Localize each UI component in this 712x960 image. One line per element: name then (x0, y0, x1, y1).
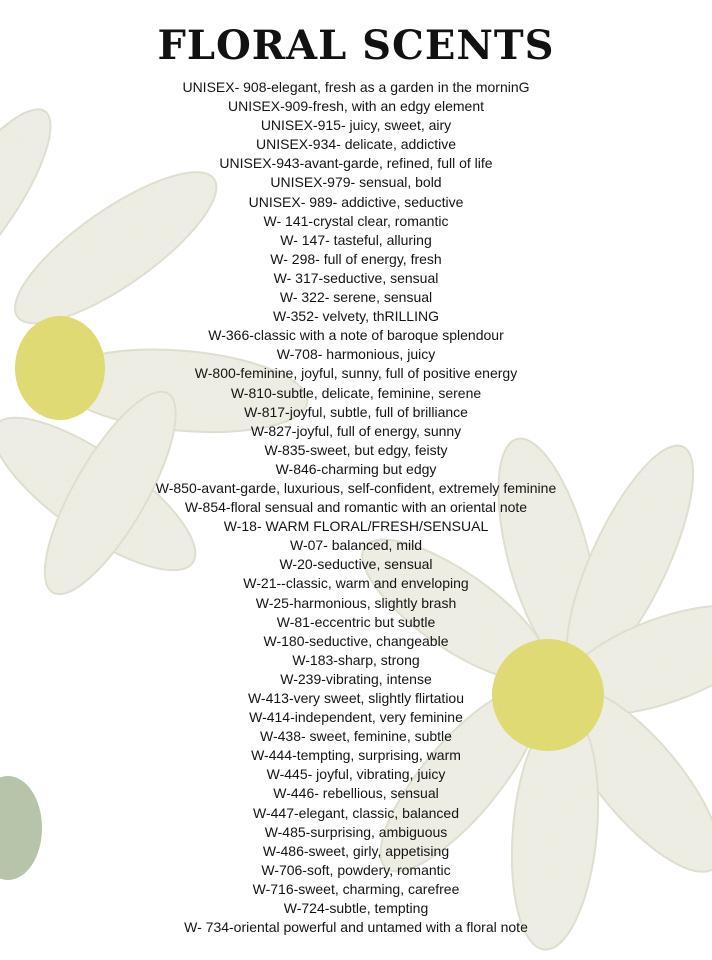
scent-item: W- 322- serene, sensual (279, 289, 433, 306)
scent-item: W-708- harmonious, juicy (276, 346, 436, 363)
scent-item: W-444-tempting, surprising, warm (251, 747, 461, 764)
scent-item: W-445- joyful, vibrating, juicy (266, 766, 446, 783)
scent-item: W-854-floral sensual and romantic with an oriental note (184, 499, 528, 516)
scent-item: W- 317-seductive, sensual (273, 269, 439, 286)
scent-item: W-817-joyful, subtle, full of brilliance (244, 403, 468, 420)
scent-item: UNISEX- 908-elegant, fresh as a garden in the morninG (182, 79, 530, 95)
scent-item: W-486-sweet, girly, appetising (262, 842, 450, 859)
scent-item: UNISEX-934- delicate, addictive (256, 136, 456, 153)
scent-item: W- 734-oriental powerful and untamed with a floral note (184, 919, 528, 936)
scent-item: W-366-classic with a note of baroque splendour (208, 327, 504, 344)
scent-item: W- 147- tasteful, alluring (280, 231, 432, 248)
scent-item: W-446- rebellious, sensual (273, 785, 439, 802)
scent-item: W-18- WARM FLORAL/FRESH/SENSUAL (223, 518, 489, 535)
scent-item: W-81-eccentric but subtle (276, 613, 436, 630)
scent-item: W-827-joyful, full of energy, sunny (250, 422, 462, 439)
scent-item: W-352- velvety, thRILLING (273, 308, 439, 325)
scent-item: W-447-elegant, classic, balanced (253, 804, 459, 821)
scent-item: UNISEX- 989- addictive, seductive (248, 193, 464, 210)
scent-item: W-724-subtle, tempting (283, 900, 429, 917)
scent-item: W-850-avant-garde, luxurious, self-confident, extremely feminine (155, 479, 557, 496)
scent-item: W-800-feminine, joyful, sunny, full of positive energy (194, 365, 518, 382)
scent-item: UNISEX-943-avant-garde, refined, full of life (219, 155, 493, 172)
scent-item: W-485-surprising, ambiguous (264, 823, 448, 840)
scent-item: W-846-charming but edgy (275, 460, 437, 477)
scent-item: W-810-subtle, delicate, feminine, serene (230, 384, 482, 401)
scent-item: W-20-seductive, sensual (279, 556, 433, 573)
scent-item: W-414-independent, very feminine (249, 709, 463, 726)
scent-item: W-183-sharp, strong (292, 651, 420, 668)
scent-item: W-706-soft, powdery, romantic (261, 861, 451, 878)
scent-item: W- 141-crystal clear, romantic (263, 212, 449, 229)
scent-item: W-835-sweet, but edgy, feisty (264, 441, 448, 458)
scent-item: W-239-vibrating, intense (280, 670, 432, 687)
scent-item: W-21--classic, warm and enveloping (243, 575, 469, 592)
scent-item: W-07- balanced, mild (289, 537, 423, 554)
scent-item: UNISEX-979- sensual, bold (270, 174, 442, 191)
scent-item: W-180-seductive, changeable (263, 632, 449, 649)
scent-item: UNISEX-909-fresh, with an edgy element (227, 98, 484, 115)
scent-item: W-438- sweet, feminine, subtle (260, 728, 452, 745)
scent-item: W-25-harmonious, slightly brash (255, 594, 457, 611)
page-title: FLORAL SCENTS (157, 22, 555, 69)
scent-list (0, 78, 712, 937)
scent-item: W-716-sweet, charming, carefree (252, 880, 460, 897)
scent-item: UNISEX-915- juicy, sweet, airy (260, 117, 452, 134)
scent-item: W-413-very sweet, slightly flirtatiou (247, 690, 465, 706)
scent-item: W- 298- full of energy, fresh (270, 250, 442, 267)
